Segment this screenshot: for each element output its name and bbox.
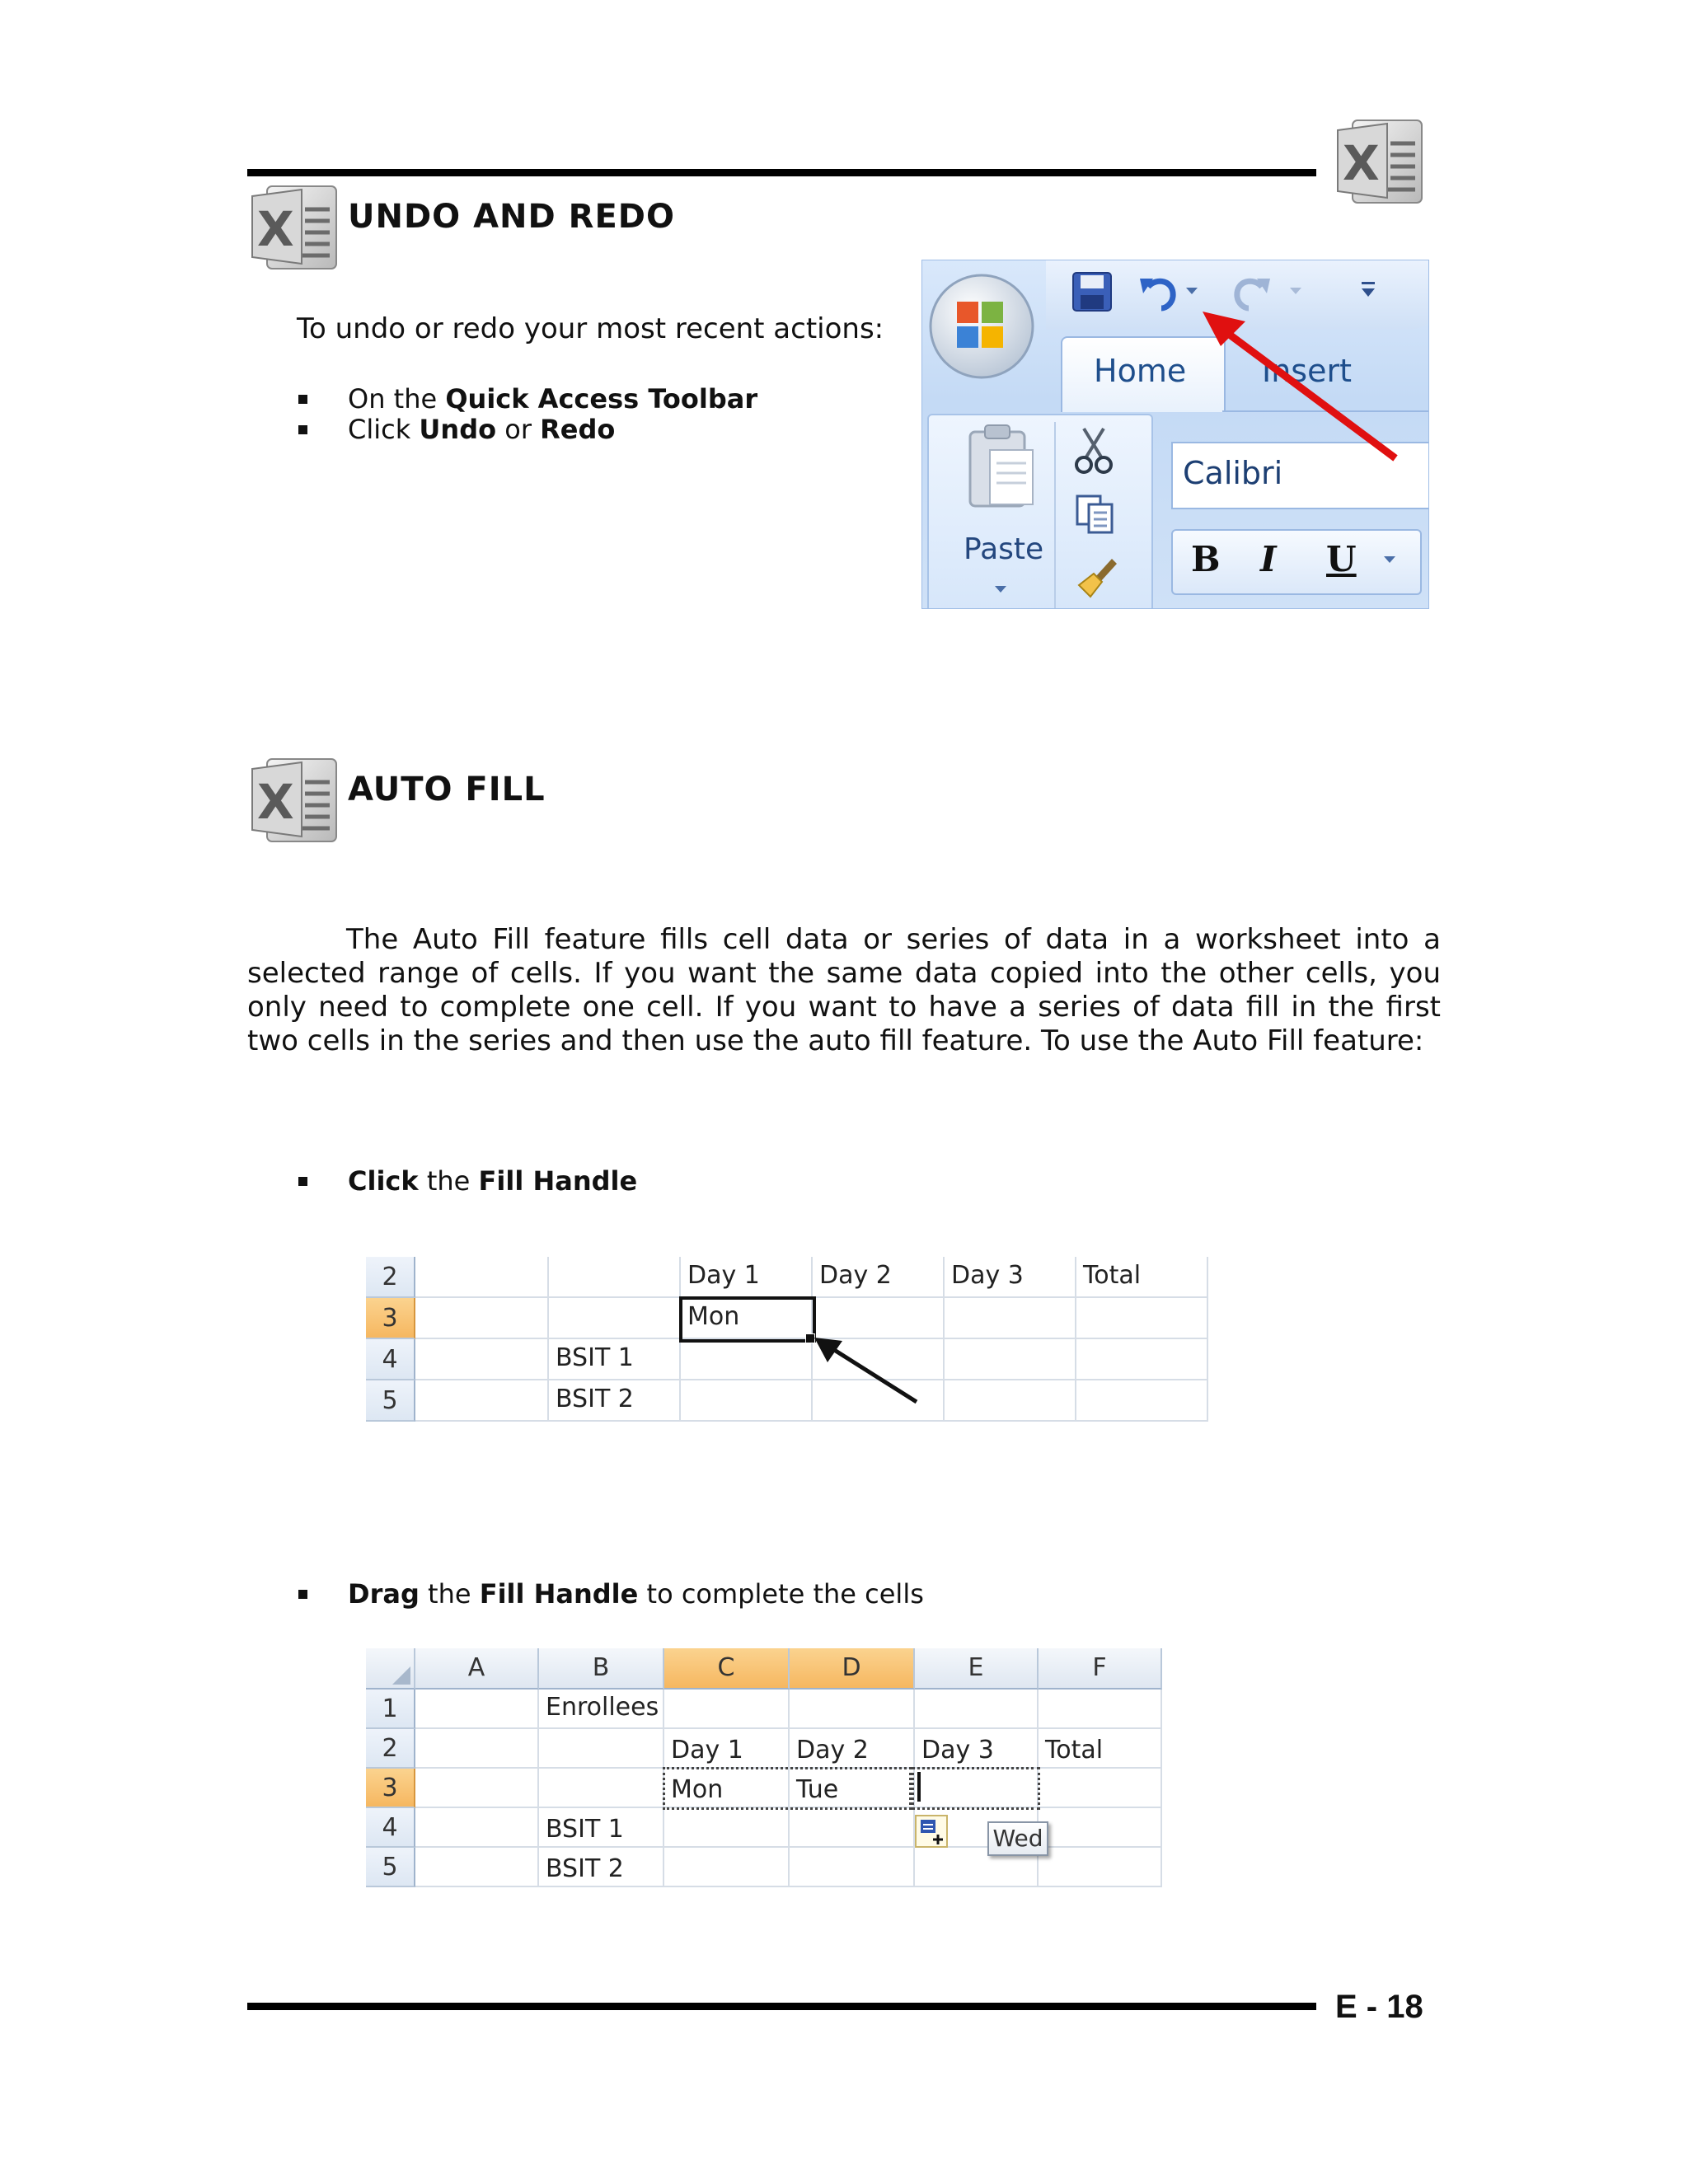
- cell[interactable]: Mon: [664, 1769, 790, 1808]
- cell: [790, 1690, 915, 1729]
- bullet-icon: [298, 425, 307, 434]
- cell: [415, 1257, 549, 1298]
- row-header: 4: [366, 1339, 415, 1380]
- cell: Enrollees: [539, 1690, 664, 1729]
- excel-logo-icon: [247, 754, 341, 846]
- cell: [539, 1729, 664, 1769]
- row-header: 5: [366, 1380, 415, 1422]
- font-name-value[interactable]: Calibri: [1183, 455, 1283, 491]
- page-number: E - 18: [1335, 1989, 1423, 2025]
- cell: [790, 1848, 915, 1887]
- select-all-triangle-icon: [391, 1665, 412, 1686]
- active-cell-border: [679, 1296, 816, 1343]
- cell: [790, 1808, 915, 1848]
- cell: [1039, 1808, 1162, 1848]
- undo-step-1-text: On the: [348, 383, 446, 415]
- cell: [945, 1380, 1076, 1422]
- fill-range-border: [912, 1767, 1040, 1810]
- cell: Day 2: [813, 1257, 945, 1298]
- tab-insert-label[interactable]: Insert: [1262, 353, 1352, 389]
- row-header: 5: [366, 1848, 415, 1887]
- cell: [415, 1769, 539, 1808]
- cell: Day 1: [664, 1729, 790, 1769]
- cell: [915, 1690, 1039, 1729]
- cell: BSIT 2: [549, 1380, 681, 1422]
- black-pointer-arrow: [808, 1333, 931, 1407]
- undo-step-2-text: Click: [348, 414, 420, 445]
- spreadsheet-drag-fill-handle: [363, 1648, 1162, 1887]
- cell: [664, 1690, 790, 1729]
- cell: [664, 1848, 790, 1887]
- cell: [539, 1769, 664, 1808]
- row-header: 1: [366, 1690, 415, 1729]
- cell: Day 3: [915, 1729, 1039, 1769]
- cell: [549, 1257, 681, 1298]
- cell: BSIT 1: [539, 1808, 664, 1848]
- cell[interactable]: Mon: [681, 1298, 813, 1339]
- cell: [415, 1808, 539, 1848]
- auto-fill-options-icon[interactable]: [915, 1815, 948, 1848]
- column-header: A: [415, 1648, 539, 1690]
- red-pointer-arrow: [922, 260, 1428, 608]
- footer-rule: [247, 2003, 1316, 2010]
- header-rule: [247, 169, 1316, 176]
- auto-fill-paragraph: The Auto Fill feature fills cell data or series of data in a worksheet into a selected range of cells. If you want the same data copied into the other cells, you only need to complete one cell. If you want to have a series of data fill in the first two cells in the series and then use the auto fill feature. To use the Auto Fill feature:: [247, 923, 1441, 1057]
- cell: [415, 1729, 539, 1769]
- excel-logo-icon: [1333, 115, 1427, 208]
- cell: [415, 1339, 549, 1380]
- cell: [415, 1848, 539, 1887]
- cell: [1039, 1690, 1162, 1729]
- cell[interactable]: Tue: [790, 1769, 915, 1808]
- cell: [681, 1339, 813, 1380]
- row-header: 2: [366, 1729, 415, 1769]
- step-2-object: Fill Handle: [479, 1578, 639, 1610]
- selected-range-border: [663, 1767, 912, 1810]
- bold-button[interactable]: B: [1191, 539, 1221, 579]
- text-cursor: [917, 1772, 921, 1802]
- cell: Day 1: [681, 1257, 813, 1298]
- cell: [1076, 1339, 1208, 1380]
- section-title-auto-fill: AUTO FILL: [348, 771, 546, 808]
- row-header: 4: [366, 1808, 415, 1848]
- cell: [945, 1339, 1076, 1380]
- bullet-icon: [298, 1590, 307, 1599]
- fill-preview-value: Wed: [992, 1825, 1043, 1852]
- cell: [415, 1380, 549, 1422]
- underline-button[interactable]: U: [1326, 539, 1357, 579]
- undo-step-2-bold-redo: Redo: [540, 414, 616, 445]
- column-header: E: [915, 1648, 1039, 1690]
- paste-button[interactable]: Paste: [964, 532, 1044, 566]
- step-2-verb: Drag: [348, 1578, 420, 1610]
- section-title-undo-redo: UNDO AND REDO: [348, 198, 675, 236]
- cell: Day 3: [945, 1257, 1076, 1298]
- cell: BSIT 1: [549, 1339, 681, 1380]
- column-header: B: [539, 1648, 664, 1690]
- cell: [415, 1690, 539, 1729]
- italic-button[interactable]: I: [1260, 539, 1277, 579]
- cell: Total: [1039, 1729, 1162, 1769]
- cell: [549, 1298, 681, 1339]
- cell: [1076, 1298, 1208, 1339]
- undo-step-2: [348, 414, 615, 445]
- cell: Total: [1076, 1257, 1208, 1298]
- column-header: C: [664, 1648, 790, 1690]
- bullet-icon: [298, 1177, 307, 1186]
- excel-logo-icon: [247, 181, 341, 274]
- step-1-text: the: [418, 1165, 479, 1197]
- column-header: D: [790, 1648, 915, 1690]
- auto-fill-step-2: [348, 1578, 924, 1610]
- undo-step-1: [348, 383, 757, 415]
- undo-step-2-bold-undo: Undo: [419, 414, 497, 445]
- auto-fill-step-1: [348, 1165, 637, 1197]
- step-2-suffix: to complete the cells: [638, 1578, 924, 1610]
- row-header: 3: [366, 1769, 415, 1808]
- step-1-object: Fill Handle: [478, 1165, 638, 1197]
- cell: BSIT 2: [539, 1848, 664, 1887]
- undo-step-2-or: or: [496, 414, 541, 445]
- cell: [1039, 1769, 1162, 1808]
- undo-intro-text: To undo or redo your most recent actions:: [297, 312, 884, 345]
- cell: [1039, 1848, 1162, 1887]
- fill-preview-tooltip: [987, 1821, 1048, 1856]
- cell: [664, 1808, 790, 1848]
- cell: [1076, 1380, 1208, 1422]
- row-header: 3: [366, 1298, 415, 1339]
- cell: [681, 1380, 813, 1422]
- step-1-verb: Click: [348, 1165, 419, 1197]
- ribbon-screenshot: [921, 260, 1429, 609]
- step-2-text: the: [419, 1578, 480, 1610]
- tab-home-label[interactable]: Home: [1094, 353, 1187, 389]
- row-header: 2: [366, 1257, 415, 1298]
- cell: Day 2: [790, 1729, 915, 1769]
- column-header: F: [1039, 1648, 1162, 1690]
- cell: [415, 1298, 549, 1339]
- spreadsheet-click-fill-handle: [363, 1257, 1240, 1426]
- undo-step-1-bold: Quick Access Toolbar: [445, 383, 758, 415]
- cell: [945, 1298, 1076, 1339]
- bullet-icon: [298, 395, 307, 404]
